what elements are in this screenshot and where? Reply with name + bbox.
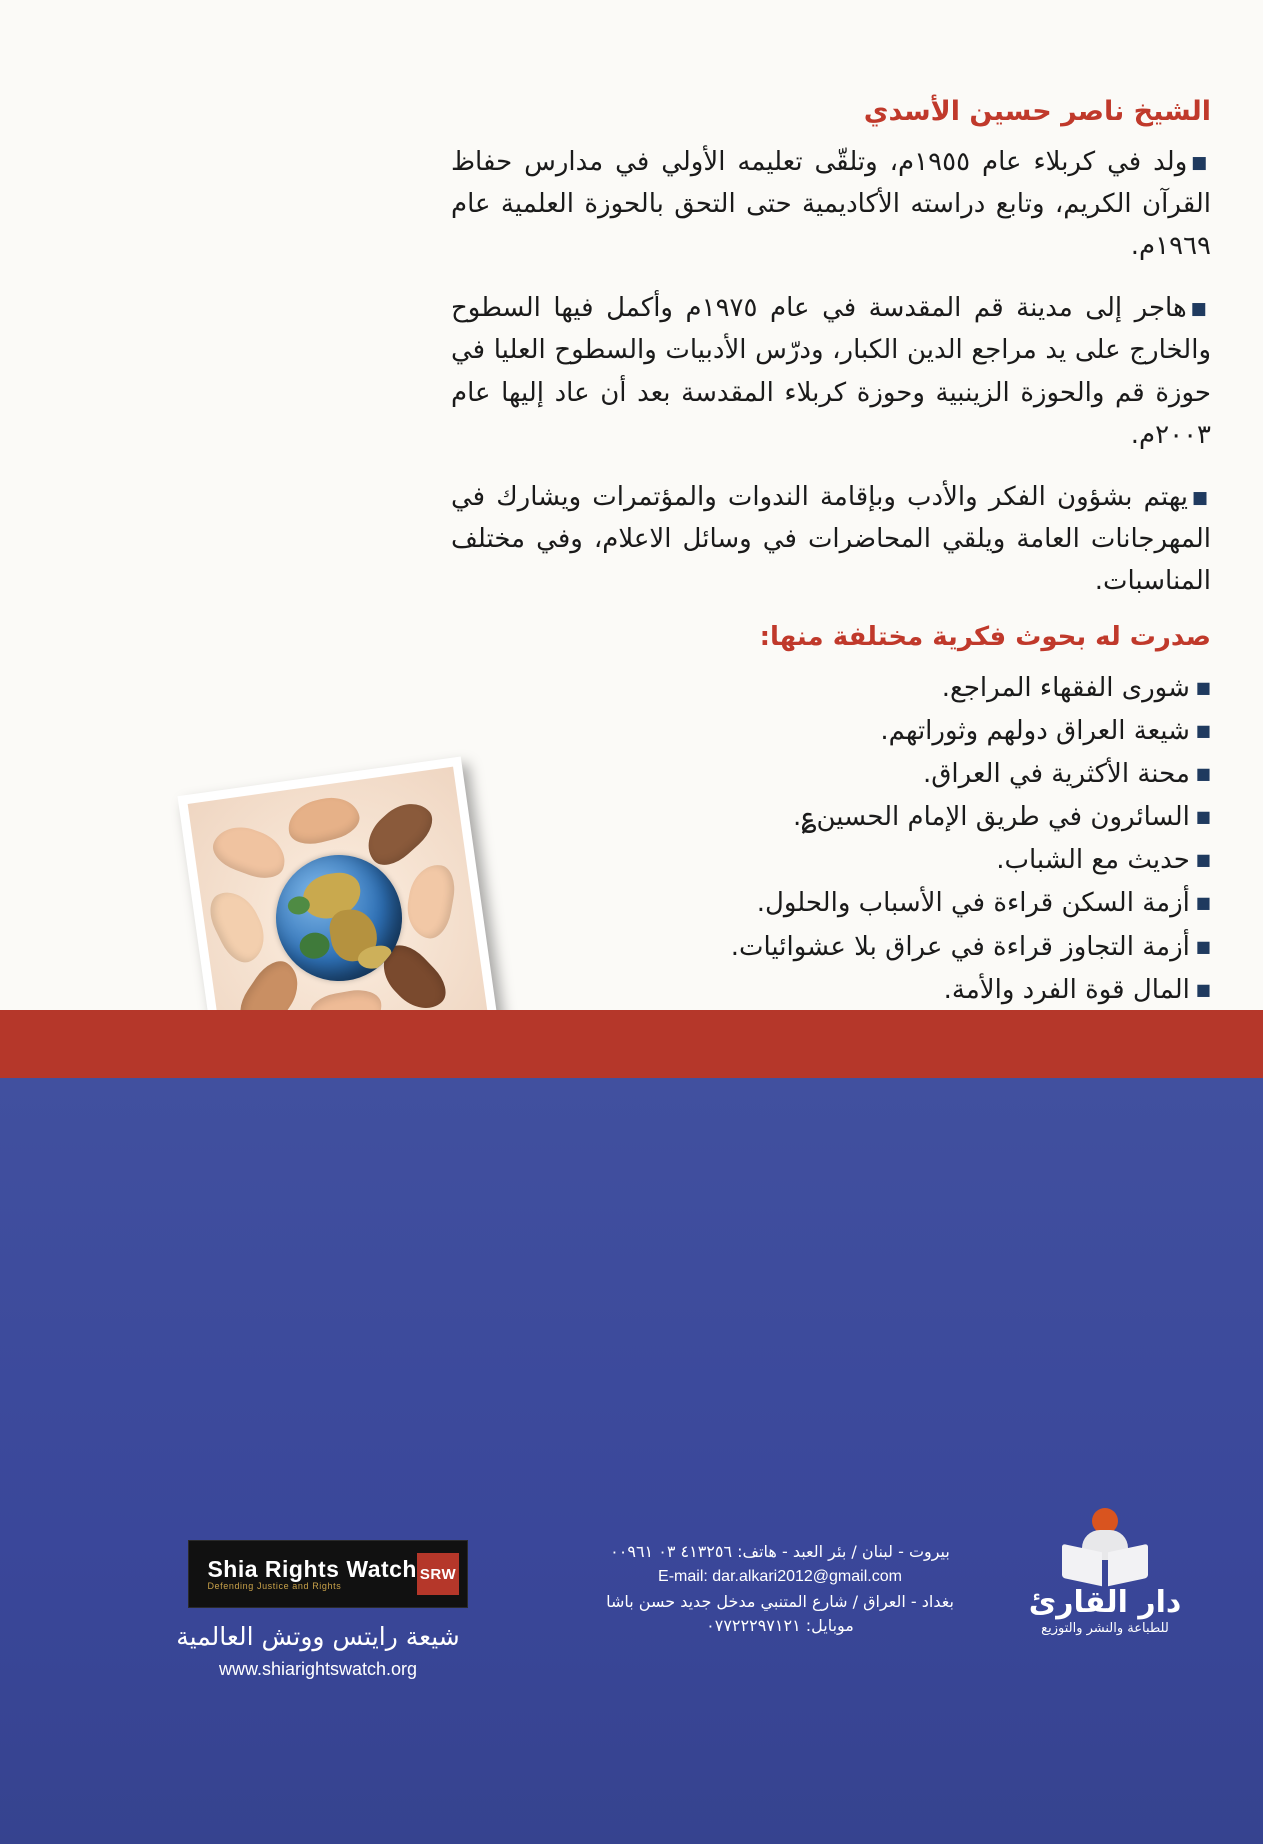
bullet-icon: ■: [1190, 299, 1212, 320]
bullet-icon: ■: [1195, 807, 1211, 827]
contact-line-beirut: بيروت - لبنان / بئر العبد - هاتف: ٤١٣٢٥٦ ٠٣ ٠٠٩٦١: [610, 1542, 950, 1561]
list-item: [451, 883, 1211, 924]
works-list: [451, 668, 1211, 1011]
list-item-label: حديث مع الشباب.: [996, 845, 1190, 876]
biography-paragraph-text: هاجر إلى مدينة قم المقدسة في عام ١٩٧٥م وأكمل فيها السطوح والخارج على يد مراجع الدين الكبار، ودرّس الأدبيات والسطوح العليا في حوزة قم والحوزة الزينبية وحوزة كربلاء المقدسة بعد أن عاد إليها عام ٢٠٠٣م.: [451, 293, 1211, 450]
bullet-icon: ■: [1195, 678, 1211, 698]
srw-title: Shia Rights Watch: [207, 1555, 417, 1582]
shia-rights-watch-logo: [188, 1540, 468, 1608]
hand-shape: [202, 883, 274, 969]
hand-shape: [402, 861, 458, 942]
shia-rights-watch-block: [168, 1540, 468, 1680]
biography-paragraph: [451, 287, 1211, 455]
list-item: [451, 927, 1211, 968]
book-page-left-shape: [1062, 1544, 1102, 1587]
contact-email[interactable]: E-mail: dar.alkari2012@gmail.com: [658, 1567, 902, 1585]
srw-subtitle: Defending Justice and Rights: [207, 1581, 342, 1592]
srw-mark-icon: SRW: [417, 1553, 459, 1595]
publisher-contact-block: [565, 1540, 995, 1639]
works-heading: صدرت له بحوث فكرية مختلفة منها:: [759, 622, 1211, 653]
blue-footer-panel: [0, 1078, 1263, 1844]
srw-wordmark: [207, 1557, 417, 1591]
publisher-logo-block: [1005, 1508, 1205, 1636]
bullet-icon: ■: [1195, 893, 1211, 913]
biography-paragraph: [451, 141, 1211, 267]
publisher-name: دار القارئ: [1028, 1585, 1182, 1620]
bullet-icon: ■: [1192, 487, 1211, 508]
list-item: [451, 970, 1211, 1011]
book-page-right-shape: [1108, 1544, 1148, 1587]
landmass-shape: [298, 931, 331, 961]
list-item-label: شورى الفقهاء المراجع.: [941, 673, 1190, 704]
biography-paragraph-text: ولد في كربلاء عام ١٩٥٥م، وتلقّى تعليمه الأولي في مدارس حفاظ القرآن الكريم، وتابع دراسته الأكاديمية حتى التحق بالحوزة العلمية عام ١٩٦٩م.: [451, 147, 1211, 262]
hand-shape: [283, 791, 363, 849]
list-item: [451, 840, 1211, 881]
publisher-tagline: للطباعة والنشر والتوزيع: [1041, 1621, 1169, 1636]
list-item: [451, 668, 1211, 709]
bullet-icon: ■: [1191, 153, 1212, 173]
list-item: [451, 754, 1211, 795]
list-item: [451, 797, 1211, 838]
biography-text-block: [451, 96, 1211, 1013]
bullet-icon: ■: [1195, 850, 1211, 870]
contact-mobile: موبايل: ٠٧٧٢٢٢٩٧١٢١: [706, 1616, 854, 1636]
list-item-label: شيعة العراق دولهم وثوراتهم.: [880, 716, 1190, 747]
list-item-label: أزمة السكن قراءة في الأسباب والحلول.: [756, 888, 1190, 919]
list-item-label: السائرون في طريق الإمام الحسين؏.: [793, 802, 1190, 833]
biography-paragraph: [451, 476, 1211, 602]
hand-shape: [208, 818, 293, 885]
author-name: الشيخ ناصر حسين الأسدي: [863, 96, 1211, 127]
list-item-label: أزمة التجاوز قراءة في عراق بلا عشوائيات.: [730, 931, 1190, 962]
open-book-reader-icon: [1062, 1508, 1148, 1582]
bullet-icon: ■: [1195, 979, 1211, 999]
list-item-label: المال قوة الفرد والأمة.: [943, 974, 1190, 1005]
contact-line-baghdad: بغداد - العراق / شارع المتنبي مدخل جديد حسن باشا: [606, 1591, 954, 1611]
bullet-icon: ■: [1195, 936, 1211, 956]
red-divider-stripe: [0, 1010, 1263, 1078]
srw-website-link[interactable]: www.shiarightswatch.org: [218, 1659, 418, 1679]
bullet-icon: ■: [1195, 764, 1211, 784]
list-item: [451, 711, 1211, 752]
biography-paragraph-text: يهتم بشؤون الفكر والأدب وبإقامة الندوات والمؤتمرات ويشارك في المهرجانات العامة ويلقي المحاضرات في وسائل الاعلام، وفي مختلف المناسبات.: [451, 481, 1211, 596]
bullet-icon: ■: [1195, 721, 1211, 741]
list-item-label: محنة الأكثرية في العراق.: [922, 759, 1190, 790]
srw-arabic-name: شيعة رايتس ووتش العالمية: [176, 1622, 460, 1651]
